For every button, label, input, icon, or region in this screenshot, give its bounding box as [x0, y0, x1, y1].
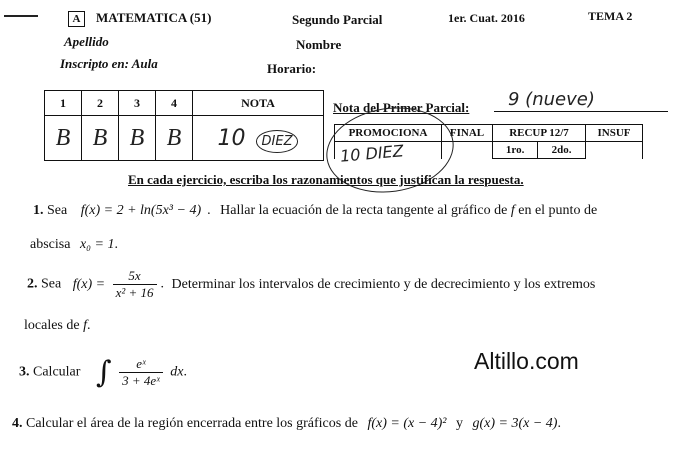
- problem-2-number: 2.: [27, 276, 38, 292]
- grade-value-2: B: [82, 116, 119, 161]
- problem-3-number: 3.: [19, 364, 30, 380]
- problem-1-text3: abscisa: [30, 237, 71, 252]
- nota-number: 10: [217, 125, 246, 151]
- theme-label: TEMA 2: [588, 9, 633, 23]
- instruction: En cada ejercicio, escriba los razonamientos que justifican la respuesta.: [128, 172, 524, 187]
- problem-1: 1. Sea f(x) = 2 + ln(5x³ − 4) . Hallar la ecuación de la recta tangente al gráfico de f en el punto de: [33, 203, 598, 218]
- problem-3-lead: Calcular: [33, 364, 81, 380]
- problem-2-numerator: 5x: [113, 268, 157, 285]
- grade-value-1: B: [45, 116, 82, 161]
- grade-header-3: 3: [119, 91, 156, 116]
- grade-value-4: B: [156, 116, 193, 161]
- watermark-text: Altillo.com: [474, 348, 579, 374]
- problem-2-text1: Determinar los intervalos de crecimiento y de decrecimiento y los extremos: [171, 276, 596, 292]
- grade-header-4: 4: [156, 91, 193, 116]
- surname-label: Apellido: [64, 34, 109, 49]
- problem-4-text: Calcular el área de la región encerrada entre los gráficos de: [26, 416, 358, 431]
- problem-3-numerator: eˣ: [119, 356, 163, 373]
- problem-4: 4. Calcular el área de la región encerrada entre los gráficos de f(x) = (x − 4)² y g(x) = 3(x − 4).: [12, 416, 561, 431]
- grades-table: [44, 90, 324, 161]
- version-box: A: [68, 11, 85, 27]
- problem-1-number: 1.: [33, 203, 44, 218]
- status-header-recup: RECUP 12/7: [493, 125, 586, 142]
- problem-1-formula: f(x) = 2 + ln(5x³ − 4): [80, 203, 202, 218]
- promo-value: 10 DIEZ: [339, 141, 405, 166]
- integral-sign: ∫: [95, 355, 112, 390]
- status-sub-1ro: 1ro.: [493, 142, 538, 159]
- problem-4-number: 4.: [12, 416, 23, 431]
- grade-value-nota: [193, 116, 324, 161]
- problem-1-lead: Sea: [47, 203, 68, 218]
- name-label: Nombre: [296, 37, 342, 52]
- problem-4-fx: f(x) = (x − 4)²: [367, 416, 447, 431]
- problem-1-text2: en el punto de: [518, 203, 598, 218]
- problem-2-line2: locales de f.: [24, 318, 91, 333]
- status-header-promociona: PROMOCIONA: [335, 125, 442, 142]
- status-header-insuf: INSUF: [586, 125, 643, 142]
- problem-2-fx: f(x) =: [72, 276, 106, 292]
- problem-3-dx: dx: [170, 364, 184, 380]
- header-mark: [4, 15, 38, 17]
- status-header-final: FINAL: [442, 125, 493, 142]
- grade-header-nota: NOTA: [193, 91, 324, 116]
- problem-1-x0: x₀ = 1: [79, 237, 115, 252]
- problem-2-denominator: x² + 16: [115, 285, 154, 300]
- problem-4-gx: g(x) = 3(x − 4): [472, 416, 558, 431]
- problem-1-text1: Hallar la ecuación de la recta tangente al gráfico de: [220, 203, 508, 218]
- problem-3-fraction: [119, 356, 163, 389]
- problem-3-denominator: 3 + 4eˣ: [122, 373, 160, 388]
- exam-title: Segundo Parcial: [292, 12, 383, 27]
- problem-2-lead: Sea: [41, 276, 62, 292]
- grade-header-2: 2: [82, 91, 119, 116]
- first-exam-value: 9 (nueve): [508, 89, 595, 110]
- problem-2-f: f: [83, 318, 87, 333]
- first-exam-label: Nota del Primer Parcial:: [333, 100, 470, 115]
- problem-4-y: y: [456, 416, 463, 431]
- subject-title: MATEMATICA (51): [96, 10, 212, 25]
- problem-1-line2: abscisa x₀ = 1.: [30, 237, 118, 252]
- problem-2-text2: locales de: [24, 318, 80, 333]
- problem-1-f: f: [510, 203, 515, 218]
- problem-2-fraction: [113, 268, 157, 301]
- schedule-label: Horario:: [267, 61, 317, 76]
- term-label: 1er. Cuat. 2016: [448, 11, 525, 25]
- nota-words: DIEZ: [256, 130, 299, 153]
- enrolled-label: Inscripto en: Aula: [60, 56, 158, 71]
- status-sub-2do: 2do.: [538, 142, 586, 159]
- grade-value-3: B: [119, 116, 156, 161]
- problem-2: 2. Sea f(x) = $\frac{5x}{\text{x² + 16}}$ . Determinar los intervalos de crecimiento y de decrecimiento y los extremos: [27, 268, 596, 300]
- grade-header-1: 1: [45, 91, 82, 116]
- first-exam-line: [494, 111, 668, 112]
- problem-3: 3. Calcular ∫ $\frac{\text{eˣ}}{\text{3 + 4eˣ}}$ dx.: [19, 355, 187, 390]
